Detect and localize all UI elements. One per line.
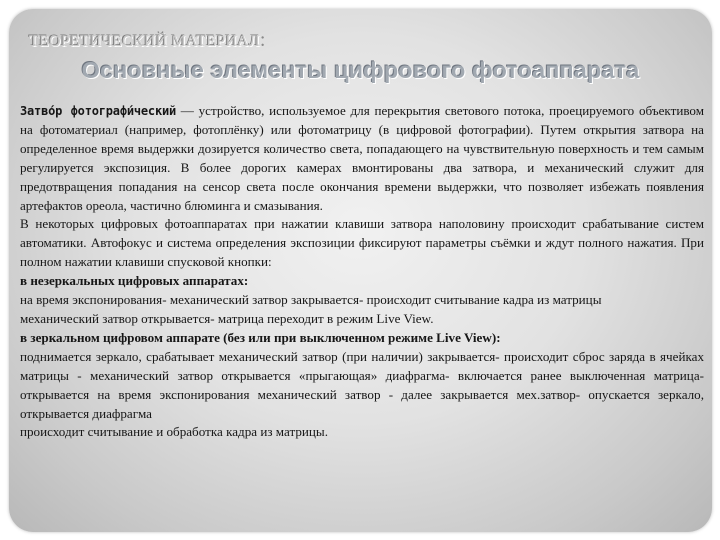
heading-mirrorless: в незеркальных цифровых аппаратах: xyxy=(20,273,249,289)
kicker-colon: : xyxy=(259,29,266,51)
kicker-text: ТЕОРЕТИЧЕСКИЙ МАТЕРИАЛ xyxy=(29,33,260,50)
paragraph-shutter-definition xyxy=(20,102,704,215)
slide-panel xyxy=(9,9,712,532)
paragraph-mirrorless-step1: на время экспонирования- механический затвор закрывается- происходит считывание кадра из матрицы xyxy=(20,292,602,308)
paragraph-half-press: В некоторых цифровых фотоаппаратах при нажатии клавиши затвора наполовину происходит срабатывание систем автоматики. Автофокус и система определения экспозиции фиксируют параметры съёмки и ждут полного нажатия. При полном нажатии клавиши спусковой кнопки: xyxy=(20,216,704,270)
slide-body xyxy=(20,102,704,442)
heading-dslr: в зеркальном цифровом аппарате (без или при выключенном режиме Live View): xyxy=(20,329,501,345)
slide-title: Основные элементы цифрового фотоаппарата xyxy=(81,57,640,83)
paragraph-mirrorless-step2: механический затвор открывается- матрица переходит в режим Live View. xyxy=(20,310,434,326)
shutter-definition-text: — устройство, используемое для перекрытия светового потока, проецируемого объективом на фотоматериал (например, фотоплёнку) или фотоматрицу (в цифровой фотографии). Путем открытия затвора на определенное время выдержки дозируется количество света, попадающего на чувствительную поверхность и тем самым регулируется экспозиция. В более дорогих камерах вмонтированы два затвора, и механический служит для предотвращения попадания на сенсор света после окончания времени выдержки, что позволяет избежать появления артефактов ореола, частично блюминга и смазывания. xyxy=(20,103,705,213)
paragraph-dslr-final: происходит считывание и обработка кадра из матрицы. xyxy=(20,424,328,440)
paragraph-dslr-sequence: поднимается зеркало, срабатывает механический затвор (при наличии) закрывается- происходит сброс заряда в ячейках матрицы - механический затвор открывается «прыгающая» диафрагма- включается ранее выключенная матрица- открывается на время экспонирования механический затвор - далее закрывается мех.затвор- опускается зеркало, открывается диафрагма xyxy=(20,348,704,421)
section-kicker xyxy=(29,29,266,52)
term-shutter: Затво́р фотографи́ческий xyxy=(20,104,177,118)
